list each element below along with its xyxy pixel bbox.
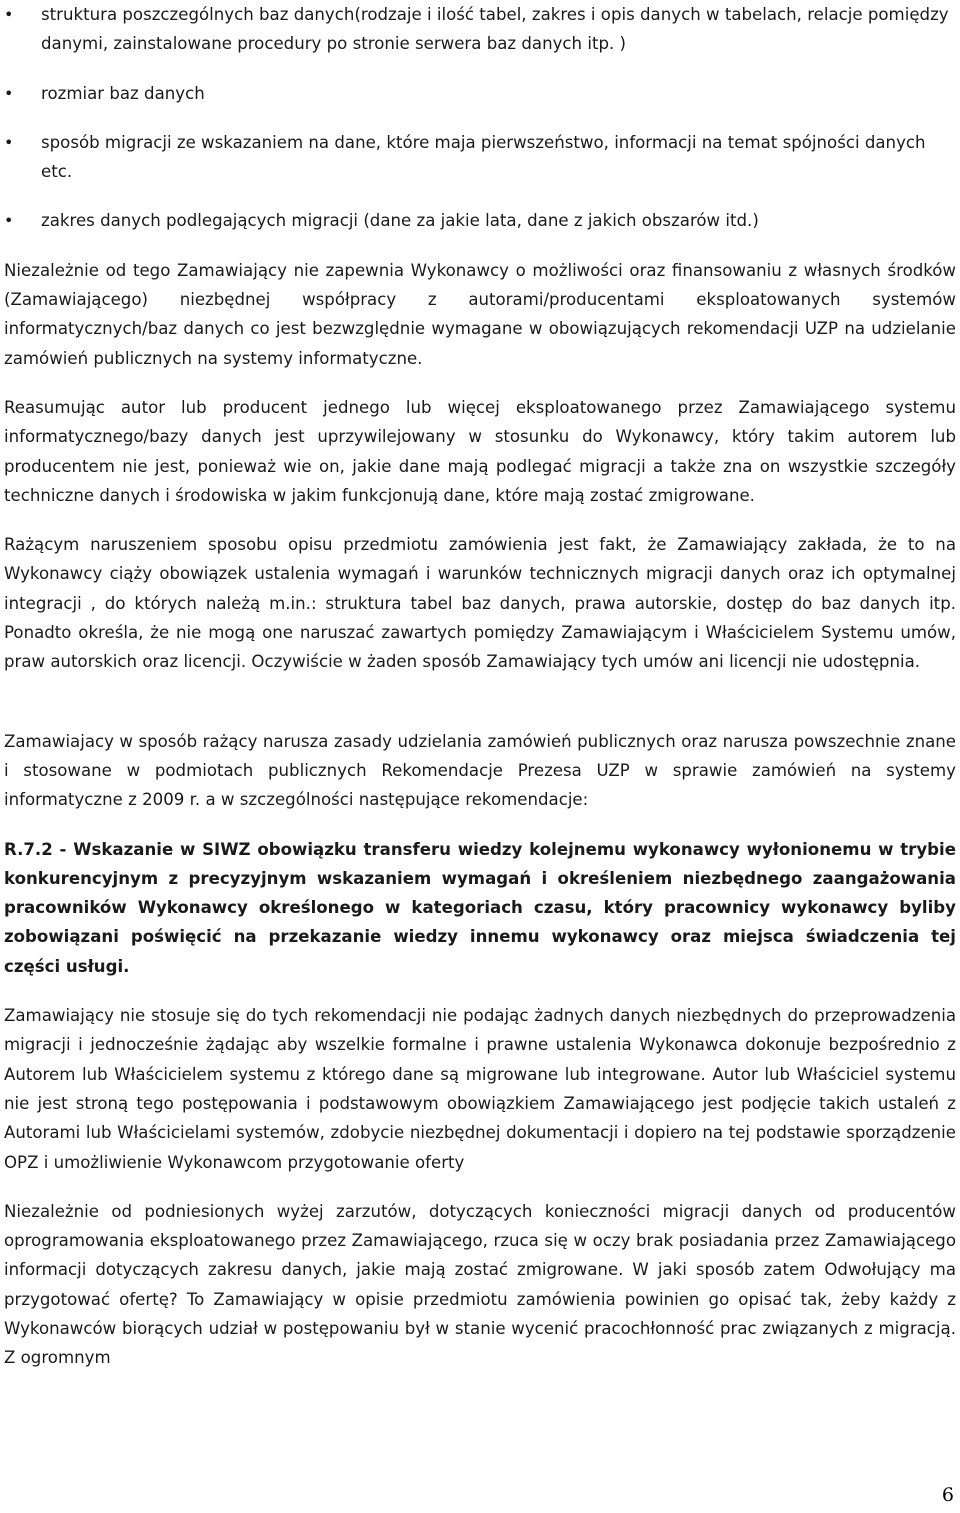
- recommendation-r72: R.7.2 - Wskazanie w SIWZ obowiązku transferu wiedzy kolejnemu wykonawcy wyłonionemu w trybie konkurencyjnym z precyzyjnym wskazaniem wymagań i określeniem niezbędnego zaangażowania pracowników Wykonawcy określonego w kategoriach czasu, który pracownicy wykonawcy byliby zobowiązani poświęcić na przekazanie wiedzy innemu wykonawcy oraz miejsca świadczenia tej części usługi.: [4, 839, 956, 976]
- document-body: [4, 0, 956, 1393]
- paragraph-cooperation: Niezależnie od tego Zamawiający nie zapewnia Wykonawcy o możliwości oraz finansowaniu z własnych środków (Zamawiającego) niezbędnej współpracy z autorami/producentami eksploatowanych systemów informatycznych/baz danych co jest bezwzględnie wymagane w obowiązujących rekomendacji UZP na udzielanie zamówień publicznych na systemy informatyczne.: [4, 260, 956, 368]
- paragraph-summary: Reasumując autor lub producent jednego lub więcej eksploatowanego przez Zamawiającego systemu informatycznego/bazy danych jest uprzywilejowany w stosunku do Wykonawcy, który takim autorem lub producentem nie jest, ponieważ wie on, jakie dane mają podlegać migracji a także zna on wszystkie szczegóły techniczne danych i środowiska w jakim funkcjonują dane, które mają zostać zmigrowane.: [4, 397, 956, 505]
- requirements-list: [4, 0, 956, 236]
- list-item: • sposób migracji ze wskazaniem na dane, które maja pierwszeństwo, informacji na temat spójności danych etc.: [4, 128, 956, 187]
- paragraph-recommendations: Zamawiajacy w sposób rażący narusza zasady udzielania zamówień publicznych oraz narusza powszechnie znane i stosowane w podmiotach publicznych Rekomendacje Prezesa UZP w sprawie zamówień na systemy informatyczne z 2009 r. a w szczególności następujące rekomendacje:: [4, 731, 956, 810]
- paragraph-data-scope: Niezależnie od podniesionych wyżej zarzutów, dotyczących konieczności migracji danych od producentów oprogramowania eksploatowanego przez Zamawiającego, rzuca się w oczy brak posiadania przez Zamawiającego informacji dotyczących zakresu danych, jakie mają zostać zmigrowane. W jaki sposób zatem Odwołujący ma przygotować ofertę? To Zamawiający w opisie przedmiotu zamówienia powinien go opisać tak, żeby każdy z Wykonawców biorących udział w postępowaniu był w stanie wycenić pracochłonność prac związanych z migracją. Z ogromnym: [4, 1201, 956, 1368]
- list-item: • struktura poszczególnych baz danych(rodzaje i ilość tabel, zakres i opis danych w tabelach, relacje pomiędzy danymi, zainstalowane procedury po stronie serwera baz danych itp. ): [4, 0, 956, 59]
- list-item: • rozmiar baz danych: [4, 79, 956, 108]
- paragraph-violation: Rażącym naruszeniem sposobu opisu przedmiotu zamówienia jest fakt, że Zamawiający zakłada, że to na Wykonawcy ciąży obowiązek ustalenia wymagań i warunków technicznych migracji danych oraz ich optymalnej integracji , do których należą m.in.: struktura tabel baz danych, prawa autorskie, dostęp do baz danych itp. Ponadto określa, że nie mogą one naruszać zawartych pomiędzy Zamawiającym i Właścicielem Systemu umów, praw autorskich oraz licencji. Oczywiście w żaden sposób Zamawiający tych umów ani licencji nie udostępnia.: [4, 535, 956, 672]
- paragraph-noncompliance: Zamawiający nie stosuje się do tych rekomendacji nie podając żadnych danych niezbędnych do przeprowadzenia migracji i jednocześnie żądając aby wszelkie formalne i prawne ustalenia Wykonawca dokonuje bezpośrednio z Autorem lub Właścicielem systemu z którego dane są migrowane lub integrowane. Autor lub Właściciel systemu nie jest stroną tego postępowania i podstawowym obowiązkiem Zamawiającego jest podjęcie takich ustaleń z Autorami lub Właścicielami systemów, zdobycie niezbędnej dokumentacji i dopiero na tej podstawie sporządzenie OPZ i umożliwienie Wykonawcom przygotowanie oferty: [4, 1006, 956, 1172]
- page-number: 6: [941, 1484, 954, 1506]
- list-item: • zakres danych podlegających migracji (dane za jakie lata, dane z jakich obszarów itd.): [4, 206, 956, 235]
